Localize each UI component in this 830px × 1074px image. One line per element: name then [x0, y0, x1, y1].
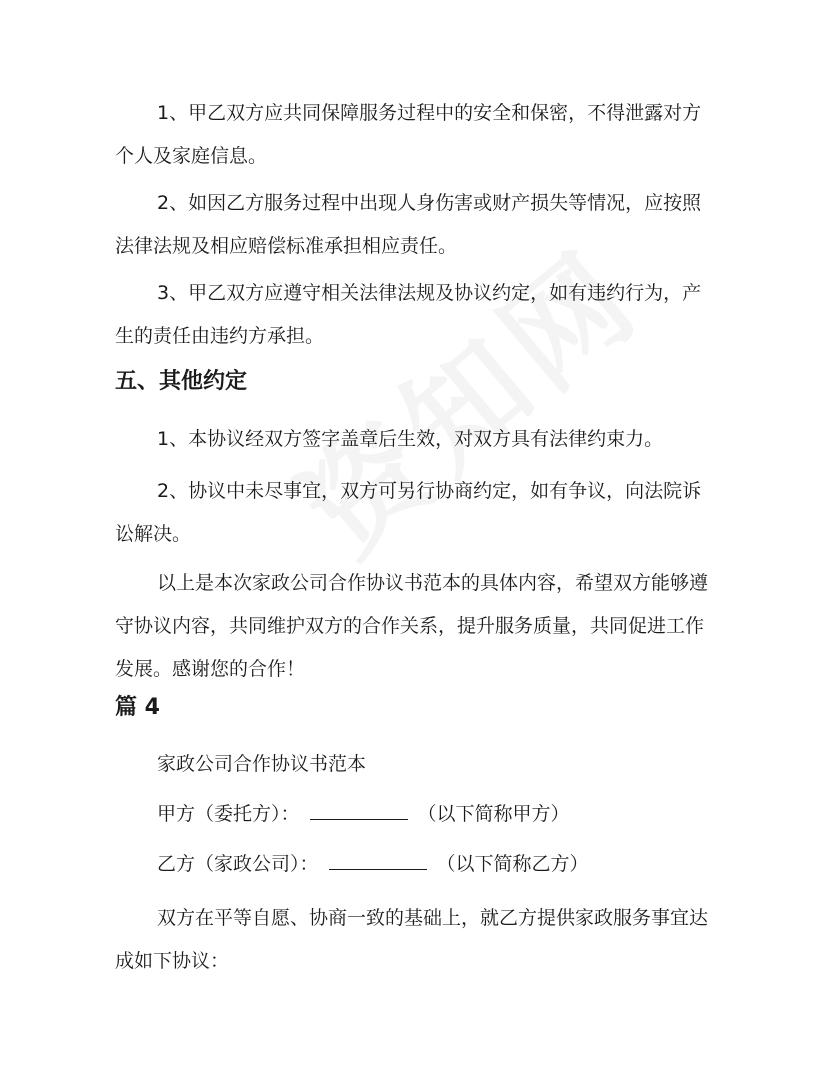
section-heading-other-terms: 五、其他约定 [115, 369, 248, 394]
paragraph-liability: 2、如因乙方服务过程中出现人身伤害或财产损失等情况，应按照法律法规及相应赔偿标准承担相应责任。 [115, 192, 702, 257]
party-a-blank [310, 801, 408, 820]
paragraph-disputes: 2、协议中未尽事宜，双方可另行协商约定，如有争议，向法院诉讼解决。 [115, 480, 702, 545]
party-a-label: 甲方（委托方）： [157, 803, 300, 825]
party-b-label: 乙方（家政公司）： [157, 853, 319, 875]
party-a-line [157, 799, 570, 829]
party-b-blank [329, 851, 427, 870]
chapter-heading: 篇 4 [115, 695, 160, 720]
paragraph-closing: 以上是本次家政公司合作协议书范本的具体内容，希望双方能够遵守协议内容，共同维护双方的合作关系，提升服务质量，共同促进工作发展。感谢您的合作！ [115, 572, 709, 680]
paragraph-confidentiality: 1、甲乙双方应共同保障服务过程中的安全和保密，不得泄露对方个人及家庭信息。 [115, 102, 702, 167]
paragraph-effective: 1、本协议经双方签字盖章后生效，对双方具有法律约束力。 [157, 428, 664, 450]
paragraph-breach: 3、甲乙双方应遵守相关法律法规及协议约定，如有违约行为，产生的责任由违约方承担。 [115, 282, 702, 347]
paragraph-agreement-basis: 双方在平等自愿、协商一致的基础上，就乙方提供家政服务事宜达成如下协议： [115, 907, 709, 972]
party-b-line [157, 849, 589, 879]
document-subtitle: 家政公司合作协议书范本 [157, 753, 367, 775]
party-b-suffix: （以下简称乙方） [436, 853, 589, 875]
party-a-suffix: （以下简称甲方） [417, 803, 570, 825]
